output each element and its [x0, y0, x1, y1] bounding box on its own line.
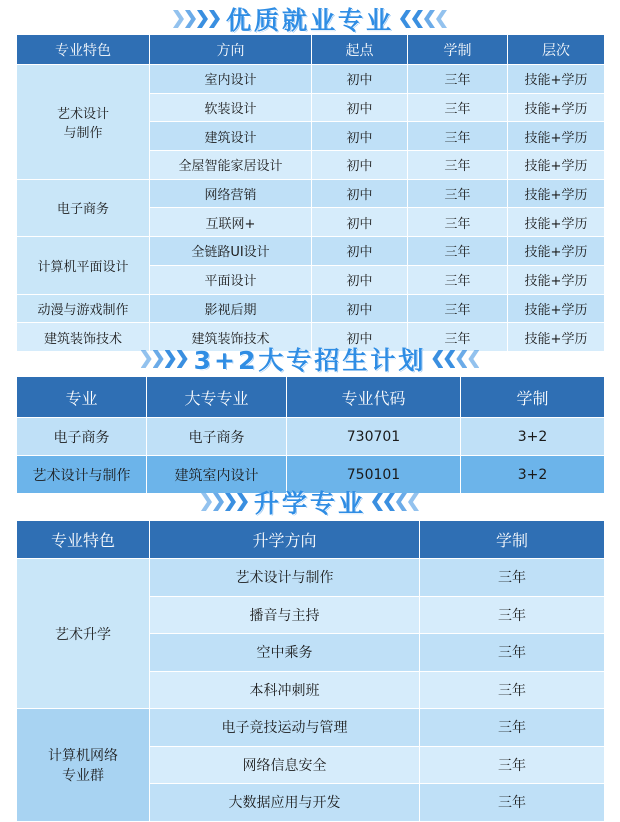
table-cell: 三年: [408, 65, 508, 94]
chevrons-left-icon: [372, 493, 419, 511]
table-cell: 初中: [312, 294, 408, 323]
table-cell: 技能+学历: [508, 65, 605, 94]
table-cell: 三年: [420, 709, 605, 747]
table-cell: 网络营销: [150, 179, 312, 208]
table-cell: 初中: [312, 179, 408, 208]
table-cell: 建筑设计: [150, 122, 312, 151]
table-cell: 初中: [312, 323, 408, 352]
section1-heading: [0, 2, 620, 36]
table-cell: 技能+学历: [508, 179, 605, 208]
table-cell: 电子竞技运动与管理: [150, 709, 420, 747]
table-row: [17, 179, 605, 208]
table-cell: 初中: [312, 265, 408, 294]
table-cell: 初中: [312, 208, 408, 237]
table-cell: 初中: [312, 151, 408, 180]
header-cell: 学制: [420, 521, 605, 559]
table-cell: 空中乘务: [150, 634, 420, 672]
table-cell: 三年: [420, 671, 605, 709]
header-cell: 专业代码: [287, 377, 461, 418]
table-cell: 三年: [408, 151, 508, 180]
table-cell: 技能+学历: [508, 323, 605, 352]
table-cell: 影视后期: [150, 294, 312, 323]
table-cell: 初中: [312, 93, 408, 122]
header-cell: 专业特色: [17, 521, 150, 559]
college-plan-table: [16, 376, 605, 494]
table-cell: 室内设计: [150, 65, 312, 94]
table-cell: 三年: [420, 634, 605, 672]
table-row: [17, 65, 605, 94]
major-group-cell: 艺术设计 与制作: [17, 65, 150, 180]
table-cell: 三年: [420, 596, 605, 634]
table-cell: 三年: [408, 265, 508, 294]
table-cell: 三年: [408, 294, 508, 323]
table-row: [17, 237, 605, 266]
table-cell: 建筑装饰技术: [150, 323, 312, 352]
table-cell: 3+2: [461, 456, 605, 494]
section1-title: 优质就业专业: [225, 6, 394, 35]
header-cell: 专业: [17, 377, 147, 418]
major-group-cell: 艺术升学: [17, 559, 150, 709]
table-cell: 技能+学历: [508, 151, 605, 180]
employment-majors-table: [16, 34, 605, 352]
table-cell: 技能+学历: [508, 265, 605, 294]
table-cell: 电子商务: [147, 418, 287, 456]
table-cell: 全链路UI设计: [150, 237, 312, 266]
header-cell: 学制: [461, 377, 605, 418]
major-group-cell: 动漫与游戏制作: [17, 294, 150, 323]
major-group-cell: 电子商务: [17, 179, 150, 236]
table-cell: 全屋智能家居设计: [150, 151, 312, 180]
table-cell: 艺术设计与制作: [150, 559, 420, 597]
header-cell: 起点: [312, 35, 408, 65]
table-cell: 初中: [312, 65, 408, 94]
table-cell: 3+2: [461, 418, 605, 456]
table-cell: 三年: [408, 237, 508, 266]
section3-title: 升学专业: [253, 489, 366, 518]
table-cell: 三年: [420, 746, 605, 784]
table-cell: 建筑室内设计: [147, 456, 287, 494]
table-cell: 大数据应用与开发: [150, 784, 420, 822]
further-study-table: [16, 520, 605, 822]
table-cell: 技能+学历: [508, 237, 605, 266]
header-cell: 层次: [508, 35, 605, 65]
chevrons-right-icon: [141, 350, 188, 368]
table-cell: 初中: [312, 122, 408, 151]
major-group-cell: 计算机平面设计: [17, 237, 150, 294]
table-cell: 三年: [408, 179, 508, 208]
chevrons-right-icon: [173, 10, 220, 28]
section2-heading: [0, 342, 620, 376]
table-cell: 技能+学历: [508, 122, 605, 151]
table-cell: 本科冲刺班: [150, 671, 420, 709]
table-cell: 艺术设计与制作: [17, 456, 147, 494]
table-cell: 技能+学历: [508, 93, 605, 122]
table-cell: 730701: [287, 418, 461, 456]
table-row: [17, 294, 605, 323]
header-cell: 大专专业: [147, 377, 287, 418]
table-cell: 初中: [312, 237, 408, 266]
chevrons-right-icon: [201, 493, 248, 511]
table-cell: 电子商务: [17, 418, 147, 456]
table-header-row: [17, 377, 605, 418]
table-cell: 网络信息安全: [150, 746, 420, 784]
table-cell: 软装设计: [150, 93, 312, 122]
chevrons-left-icon: [432, 350, 479, 368]
table-cell: 三年: [408, 208, 508, 237]
table-row: [17, 559, 605, 597]
table-cell: 技能+学历: [508, 208, 605, 237]
header-cell: 方向: [150, 35, 312, 65]
table-cell: 三年: [408, 122, 508, 151]
table-cell: 技能+学历: [508, 294, 605, 323]
section2-title: 3+2大专招生计划: [193, 346, 427, 375]
table-cell: 互联网+: [150, 208, 312, 237]
major-group-cell: 计算机网络 专业群: [17, 709, 150, 822]
table-cell: 平面设计: [150, 265, 312, 294]
table-cell: 750101: [287, 456, 461, 494]
table-header-row: [17, 521, 605, 559]
header-cell: 学制: [408, 35, 508, 65]
table-row: [17, 709, 605, 747]
chevrons-left-icon: [400, 10, 447, 28]
table-cell: 三年: [420, 559, 605, 597]
header-cell: 专业特色: [17, 35, 150, 65]
table-row: [17, 418, 605, 456]
table-cell: 三年: [420, 784, 605, 822]
table-header-row: [17, 35, 605, 65]
section3-heading: [0, 485, 620, 519]
table-cell: 三年: [408, 93, 508, 122]
major-group-cell: 建筑装饰技术: [17, 323, 150, 352]
table-cell: 三年: [408, 323, 508, 352]
header-cell: 升学方向: [150, 521, 420, 559]
table-cell: 播音与主持: [150, 596, 420, 634]
